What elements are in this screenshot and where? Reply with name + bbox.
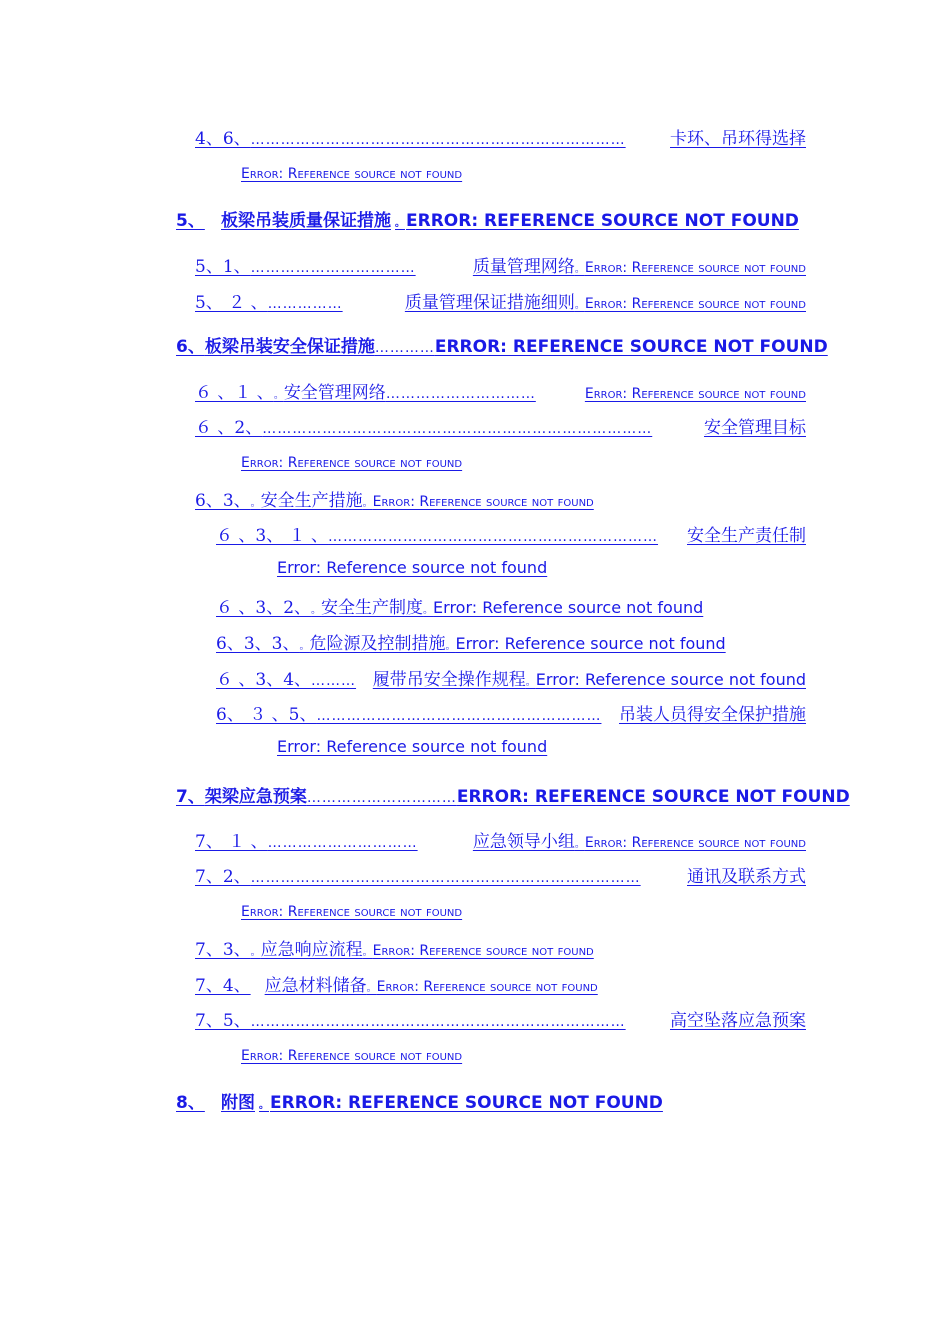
toc-number: 6、 xyxy=(176,337,205,357)
toc-number: ６ 、3、 １ 、 xyxy=(216,526,329,546)
toc-entry-6-3-3[interactable] xyxy=(216,629,726,654)
error-reference: Error: Reference source not found xyxy=(584,835,806,851)
toc-number: 7、5、 xyxy=(195,1011,251,1031)
error-reference: Error: Reference source not found xyxy=(241,904,463,920)
toc-title: 危险源及控制措施 xyxy=(309,634,446,654)
field-mark: 。 xyxy=(259,1100,269,1111)
toc-title: 应急响应流程 xyxy=(260,940,363,960)
toc-title: 安全管理网络 xyxy=(283,383,386,403)
toc-title: 质量管理保证措施细则 xyxy=(404,293,575,313)
field-mark: 。 xyxy=(273,390,284,401)
toc-title: 应急领导小组 xyxy=(472,832,575,852)
toc-number: ６ 、2、 xyxy=(195,418,263,438)
toc-entry-7-4[interactable] xyxy=(195,971,598,996)
toc-leader-dots: …………………………………………………………………… xyxy=(250,870,641,886)
field-mark: 。 xyxy=(574,839,585,850)
error-reference: ERROR: REFERENCE SOURCE NOT FOUND xyxy=(456,787,850,807)
toc-number: 8、 xyxy=(176,1093,205,1113)
error-reference: ERROR: REFERENCE SOURCE NOT FOUND xyxy=(406,211,799,231)
field-mark: 。 xyxy=(311,605,322,616)
toc-number: 4、6、 xyxy=(195,129,251,149)
toc-title: 履带吊安全操作规程 xyxy=(372,670,526,690)
field-mark: 。 xyxy=(250,947,261,958)
toc-title: 板梁吊装安全保证措施 xyxy=(204,337,375,357)
toc-entry-6-2[interactable] xyxy=(195,413,806,438)
error-reference: Error: Reference source not found xyxy=(584,296,806,312)
toc-title: 吊装人员得安全保护措施 xyxy=(619,705,806,725)
toc-leader-dots: ………………………………………………………… xyxy=(328,529,659,545)
toc-leader-dots: ………………………… xyxy=(385,386,536,402)
error-reference: Error: Reference source not found xyxy=(241,455,463,471)
error-reference: ERROR: REFERENCE SOURCE NOT FOUND xyxy=(270,1093,663,1113)
toc-entry-7-5-page[interactable] xyxy=(163,1045,462,1064)
field-mark: 。 xyxy=(250,498,261,509)
toc-entry-6-3[interactable] xyxy=(195,486,594,511)
field-mark: 。 xyxy=(362,498,373,509)
toc-entry-7-2-page[interactable] xyxy=(163,901,462,920)
error-reference: Error: Reference source not found xyxy=(376,979,598,995)
toc-entry-6-1[interactable] xyxy=(195,378,806,403)
toc-title: 安全生产责任制 xyxy=(687,526,806,546)
field-mark: 。 xyxy=(445,641,456,652)
toc-title: 安全管理目标 xyxy=(704,418,806,438)
toc-number: 6、3、 xyxy=(195,491,251,511)
toc-number: 6、3、3、 xyxy=(216,634,300,654)
toc-title: 质量管理网络 xyxy=(472,257,575,277)
toc-entry-7-1[interactable] xyxy=(195,827,806,852)
field-mark: 。 xyxy=(525,677,536,688)
error-reference: ERROR: REFERENCE SOURCE NOT FOUND xyxy=(434,337,828,357)
toc-leader-dots: ………………………………………………………………… xyxy=(250,1014,626,1030)
field-mark: 。 xyxy=(366,983,377,994)
toc-number: 7、3、 xyxy=(195,940,251,960)
toc-entry-7-2[interactable] xyxy=(195,862,806,887)
toc-entry-6-3-1[interactable] xyxy=(216,521,806,546)
toc-title: 应急材料储备 xyxy=(264,976,367,996)
toc-leader-dots: ………… xyxy=(374,340,435,356)
toc-number: 5、 xyxy=(176,211,205,231)
toc-title: 架梁应急预案 xyxy=(204,787,307,807)
error-reference: Error: Reference source not found xyxy=(277,737,548,756)
toc-title: 高空坠落应急预案 xyxy=(670,1011,806,1031)
toc-entry-6-3-1-page[interactable] xyxy=(181,558,547,577)
toc-entry-6[interactable] xyxy=(176,332,828,357)
toc-leader-dots: …………………………………………………………………… xyxy=(262,421,653,437)
toc-number: 5、1、 xyxy=(195,257,251,277)
field-mark: 。 xyxy=(423,605,434,616)
toc-entry-7-5[interactable] xyxy=(195,1006,806,1031)
toc-entry-7[interactable] xyxy=(176,782,850,807)
field-mark: 。 xyxy=(395,218,405,229)
toc-number: 7、 xyxy=(176,787,205,807)
error-reference: Error: Reference source not found xyxy=(241,1048,463,1064)
toc-entry-8[interactable] xyxy=(176,1088,663,1113)
toc-entry-6-3-4[interactable] xyxy=(216,665,806,690)
toc-leader-dots: …………… xyxy=(267,296,343,312)
toc-number: 7、2、 xyxy=(195,867,251,887)
error-reference: Error: Reference source not found xyxy=(372,494,594,510)
field-mark: 。 xyxy=(362,947,373,958)
toc-title: 安全生产措施 xyxy=(260,491,363,511)
toc-leader-dots: ………………………………………………… xyxy=(316,708,602,724)
toc-entry-7-3[interactable] xyxy=(195,935,594,960)
error-reference: Error: Reference source not found xyxy=(584,260,806,276)
toc-title: 通讯及联系方式 xyxy=(687,867,806,887)
toc-entry-4-6[interactable] xyxy=(195,124,806,149)
toc-entry-6-3-5-page[interactable] xyxy=(181,737,547,756)
toc-number: 5、 ２ 、 xyxy=(195,293,268,313)
toc-entry-5-2[interactable] xyxy=(195,288,806,313)
toc-entry-6-3-5[interactable] xyxy=(216,700,806,725)
toc-entry-6-2-page[interactable] xyxy=(163,452,462,471)
error-reference: Error: Reference source not found xyxy=(584,386,806,402)
toc-leader-dots: ………………………… xyxy=(306,790,457,806)
toc-number: 7、 １ 、 xyxy=(195,832,268,852)
toc-entry-4-6-page[interactable] xyxy=(163,163,462,182)
toc-entry-5-1[interactable] xyxy=(195,252,806,277)
field-mark: 。 xyxy=(299,641,310,652)
error-reference: Error: Reference source not found xyxy=(433,598,704,617)
toc-number: ６ 、１ 、 xyxy=(195,383,274,403)
error-reference: Error: Reference source not found xyxy=(241,166,463,182)
toc-number: ６ 、3、4、 xyxy=(216,670,312,690)
toc-entry-6-3-2[interactable] xyxy=(216,593,703,618)
toc-leader-dots: ……… xyxy=(311,673,357,689)
error-reference: Error: Reference source not found xyxy=(277,558,548,577)
toc-leader-dots: ………………………………………………………………… xyxy=(250,132,626,148)
toc-number: ６ 、3、2、 xyxy=(216,598,312,618)
toc-title: 附图 xyxy=(221,1093,255,1113)
toc-entry-5[interactable] xyxy=(176,206,799,231)
toc-leader-dots: …………………………… xyxy=(250,260,416,276)
toc-number: 6、 ３ 、5、 xyxy=(216,705,317,725)
toc-title: 卡环、吊环得选择 xyxy=(670,129,806,149)
error-reference: Error: Reference source not found xyxy=(455,634,726,653)
field-mark: 。 xyxy=(574,300,585,311)
toc-leader-dots: ………………………… xyxy=(267,835,418,851)
field-mark: 。 xyxy=(574,264,585,275)
toc-number: 7、4、 xyxy=(195,976,251,996)
toc-title: 板梁吊装质量保证措施 xyxy=(221,211,391,231)
error-reference: Error: Reference source not found xyxy=(372,943,594,959)
toc-title: 安全生产制度 xyxy=(321,598,424,618)
error-reference: Error: Reference source not found xyxy=(535,670,806,689)
